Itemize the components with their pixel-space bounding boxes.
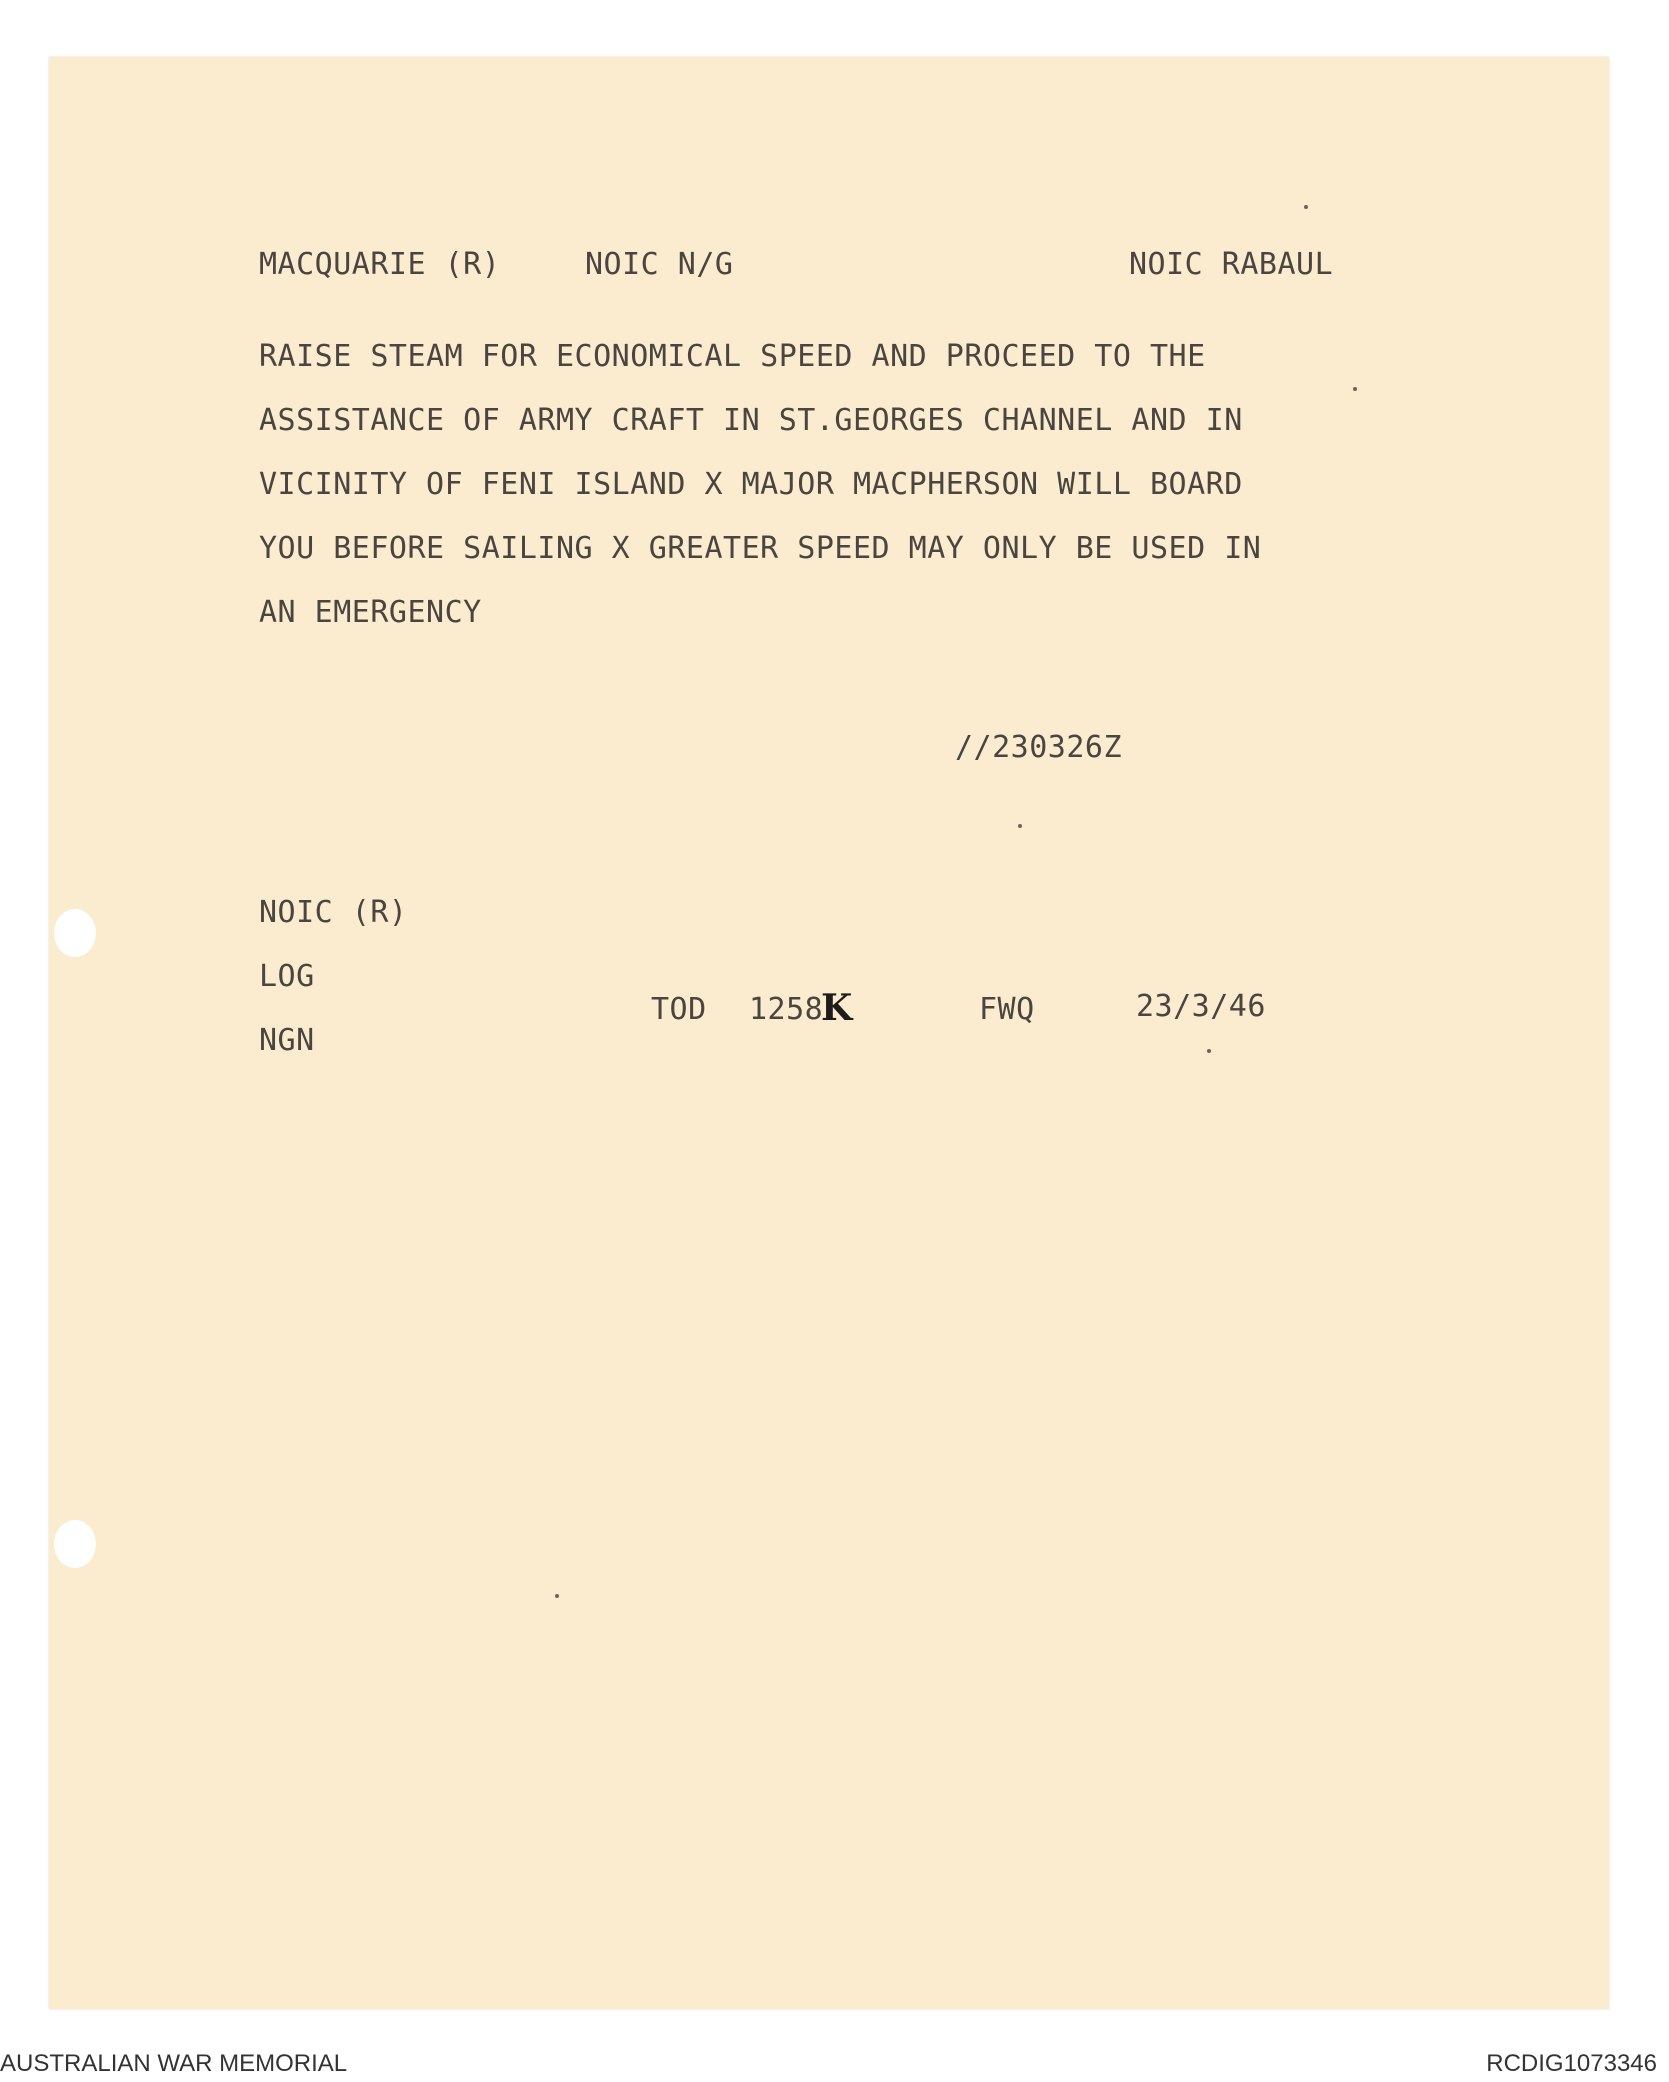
message-line: RAISE STEAM FOR ECONOMICAL SPEED AND PROCEED TO THE xyxy=(259,339,1206,374)
paper-speck xyxy=(1207,1049,1211,1053)
paper-speck xyxy=(1304,205,1308,209)
distribution-item: NOIC (R) xyxy=(259,895,408,930)
punch-hole-bottom xyxy=(54,1520,96,1568)
message-line: YOU BEFORE SAILING X GREATER SPEED MAY ONLY BE USED IN xyxy=(259,531,1262,566)
addressee: MACQUARIE (R) xyxy=(259,247,501,282)
operator-initials: FWQ xyxy=(979,992,1035,1027)
distribution-item: LOG xyxy=(259,959,315,994)
document-sheet xyxy=(49,57,1609,2009)
date-time-group: //230326Z xyxy=(955,730,1123,765)
paper-speck xyxy=(555,1594,559,1598)
footer-archive-name: AUSTRALIAN WAR MEMORIAL xyxy=(0,2050,348,2077)
footer-record-id: RCDIG1073346 xyxy=(1486,2050,1657,2077)
originator: NOIC RABAUL xyxy=(1129,247,1334,282)
tod-suffix-handwritten: K xyxy=(821,987,853,1029)
paper-speck xyxy=(1018,824,1022,828)
paper-speck xyxy=(1353,387,1357,391)
message-line: ASSISTANCE OF ARMY CRAFT IN ST.GEORGES CHANNEL AND IN xyxy=(259,403,1243,438)
tod-label: TOD xyxy=(651,992,707,1027)
distribution-item: NGN xyxy=(259,1023,315,1058)
info-addressee: NOIC N/G xyxy=(585,247,734,282)
message-line: VICINITY OF FENI ISLAND X MAJOR MACPHERSON WILL BOARD xyxy=(259,467,1243,502)
punch-hole-top xyxy=(54,909,96,957)
message-line: AN EMERGENCY xyxy=(259,595,482,630)
transmission-date: 23/3/46 xyxy=(1136,989,1266,1024)
tod-value: 1258 xyxy=(749,992,824,1027)
